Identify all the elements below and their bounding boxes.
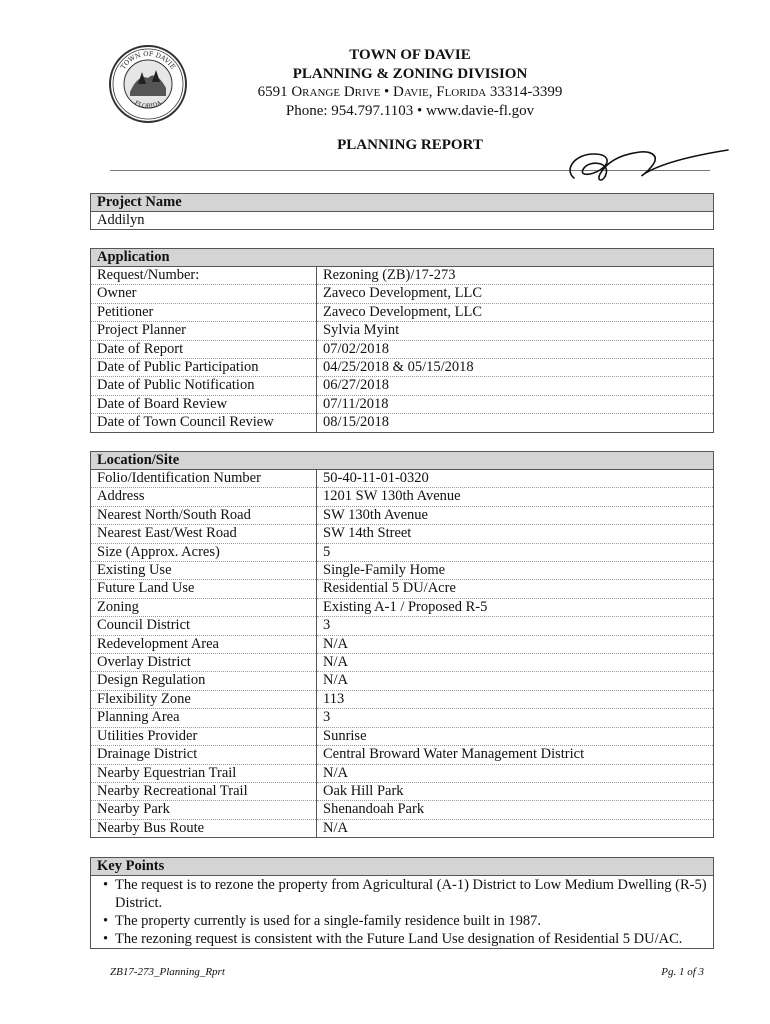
row-label: Zoning	[91, 598, 317, 616]
project-name-table	[90, 193, 714, 230]
table-row	[91, 709, 714, 727]
division-name: PLANNING & ZONING DIVISION	[292, 65, 528, 82]
section-header-application: Application	[91, 249, 714, 267]
row-value: Zaveco Development, LLC	[317, 303, 714, 321]
table-row	[91, 506, 714, 524]
row-value: N/A	[317, 672, 714, 690]
row-value: Shenandoah Park	[317, 801, 714, 819]
row-value: Central Broward Water Management District	[317, 746, 714, 764]
table-row	[91, 727, 714, 745]
section-header-location: Location/Site	[91, 452, 714, 470]
row-label: Nearby Park	[91, 801, 317, 819]
table-row	[91, 764, 714, 782]
org-name: TOWN OF DAVIE	[349, 47, 471, 63]
row-label: Petitioner	[91, 303, 317, 321]
svg-text:TOWN OF DAVIE: TOWN OF DAVIE	[118, 49, 177, 71]
row-label: Drainage District	[91, 746, 317, 764]
table-row	[91, 819, 714, 837]
row-value: Zaveco Development, LLC	[317, 285, 714, 303]
row-label: Date of Board Review	[91, 395, 317, 413]
row-value: 07/02/2018	[317, 340, 714, 358]
row-value: Oak Hill Park	[317, 782, 714, 800]
row-label: Address	[91, 488, 317, 506]
list-item: • The request is to rezone the property from Agricultural (A-1) District to Low Medium Dwelling (R-5) District.	[115, 876, 707, 912]
row-value: Existing A-1 / Proposed R-5	[317, 598, 714, 616]
row-value: N/A	[317, 654, 714, 672]
table-row	[91, 654, 714, 672]
row-label: Overlay District	[91, 654, 317, 672]
row-value: 1201 SW 130th Avenue	[317, 488, 714, 506]
table-row	[91, 377, 714, 395]
row-label: Nearby Recreational Trail	[91, 782, 317, 800]
row-label: Project Planner	[91, 322, 317, 340]
table-row	[91, 782, 714, 800]
row-label: Owner	[91, 285, 317, 303]
row-label: Size (Approx. Acres)	[91, 543, 317, 561]
row-label: Date of Public Participation	[91, 359, 317, 377]
row-value: Residential 5 DU/Acre	[317, 580, 714, 598]
row-label: Nearest East/West Road	[91, 525, 317, 543]
row-value: 06/27/2018	[317, 377, 714, 395]
key-points-body	[91, 876, 714, 949]
row-label: Flexibility Zone	[91, 690, 317, 708]
row-label: Planning Area	[91, 709, 317, 727]
table-row	[91, 562, 714, 580]
table-row	[91, 525, 714, 543]
row-value: 113	[317, 690, 714, 708]
table-row	[91, 746, 714, 764]
table-row	[91, 617, 714, 635]
row-label: Nearest North/South Road	[91, 506, 317, 524]
table-row	[91, 414, 714, 432]
svg-text:FLORIDA: FLORIDA	[133, 99, 163, 111]
table-row	[91, 598, 714, 616]
table-row	[91, 303, 714, 321]
row-value: 3	[317, 709, 714, 727]
key-points-table	[90, 857, 714, 949]
table-row	[91, 488, 714, 506]
footer-page-number: Pg. 1 of 3	[661, 966, 704, 978]
project-name-value: Addilyn	[91, 212, 714, 230]
document-header	[150, 46, 670, 120]
row-value: N/A	[317, 819, 714, 837]
row-label: Date of Report	[91, 340, 317, 358]
signature-icon	[560, 140, 730, 190]
row-label: Utilities Provider	[91, 727, 317, 745]
row-label: Folio/Identification Number	[91, 470, 317, 488]
table-row	[91, 267, 714, 285]
row-label: Existing Use	[91, 562, 317, 580]
table-row	[91, 285, 714, 303]
row-value: Rezoning (ZB)/17-273	[317, 267, 714, 285]
table-row	[91, 580, 714, 598]
table-row	[91, 635, 714, 653]
row-label: Design Regulation	[91, 672, 317, 690]
row-label: Nearby Bus Route	[91, 819, 317, 837]
row-value: 07/11/2018	[317, 395, 714, 413]
row-value: Single-Family Home	[317, 562, 714, 580]
row-label: Future Land Use	[91, 580, 317, 598]
row-label: Request/Number:	[91, 267, 317, 285]
row-label: Redevelopment Area	[91, 635, 317, 653]
list-item: • The property currently is used for a single-family residence built in 1987.	[115, 912, 707, 930]
section-header-key-points: Key Points	[91, 858, 714, 876]
table-row	[91, 359, 714, 377]
row-value: N/A	[317, 635, 714, 653]
location-table	[90, 451, 714, 838]
row-label: Date of Public Notification	[91, 377, 317, 395]
table-row	[91, 690, 714, 708]
row-value: 04/25/2018 & 05/15/2018	[317, 359, 714, 377]
org-address: 6591 Orange Drive • Davie, Florida 33314-3399	[257, 84, 563, 100]
table-row	[91, 801, 714, 819]
row-label: Council District	[91, 617, 317, 635]
section-header-project: Project Name	[91, 194, 714, 212]
row-value: N/A	[317, 764, 714, 782]
list-item: • The rezoning request is consistent with the Future Land Use designation of Residential 5 DU/AC.	[115, 930, 707, 948]
table-row	[91, 470, 714, 488]
row-label: Nearby Equestrian Trail	[91, 764, 317, 782]
table-row	[91, 322, 714, 340]
row-value: Sunrise	[317, 727, 714, 745]
row-label: Date of Town Council Review	[91, 414, 317, 432]
row-value: 5	[317, 543, 714, 561]
row-value: SW 14th Street	[317, 525, 714, 543]
table-row	[91, 672, 714, 690]
row-value: 50-40-11-01-0320	[317, 470, 714, 488]
application-table	[90, 248, 714, 433]
footer-filename: ZB17-273_Planning_Rprt	[110, 966, 225, 978]
row-value: SW 130th Avenue	[317, 506, 714, 524]
table-row	[91, 395, 714, 413]
row-value: 08/15/2018	[317, 414, 714, 432]
table-row	[91, 543, 714, 561]
report-title: PLANNING REPORT	[337, 137, 483, 153]
row-value: Sylvia Myint	[317, 322, 714, 340]
row-value: 3	[317, 617, 714, 635]
org-contact: Phone: 954.797.1103 • www.davie-fl.gov	[285, 102, 535, 119]
table-row	[91, 340, 714, 358]
